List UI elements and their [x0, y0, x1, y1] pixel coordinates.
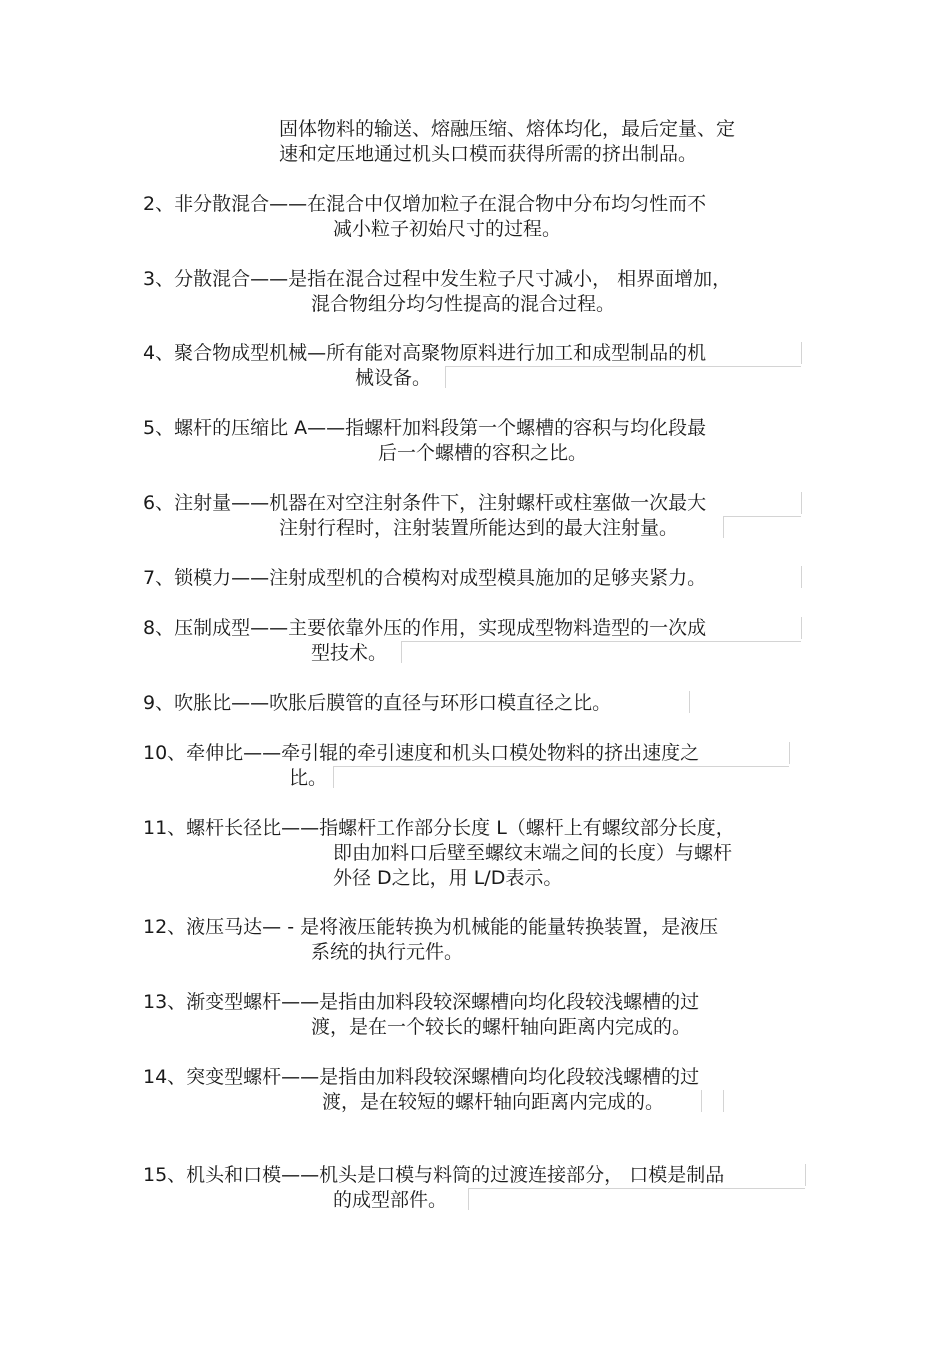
term-11-line-3: 外径 D之比，用 L/D表示。: [333, 867, 563, 889]
term-11-line-2: 即由加料口后壁至螺纹末端之间的长度）与螺杆: [333, 842, 733, 864]
term-15-line-2: 的成型部件。: [333, 1189, 448, 1211]
scan-tick: [333, 766, 334, 788]
scan-tick: [789, 742, 790, 764]
term-13-line-1: 13、渐变型螺杆——是指由加料段较深螺槽向均化段较浅螺槽的过: [143, 991, 700, 1013]
scan-tick: [689, 691, 690, 713]
term-15-line-1: 15、机头和口模——机头是口模与料筒的过渡连接部分， 口模是制品: [143, 1164, 725, 1186]
scan-tick: [805, 1164, 806, 1186]
term-10-line-2: 比。: [289, 767, 328, 789]
term-6-line-1: 6、注射量——机器在对空注射条件下，注射螺杆或柱塞做一次最大: [143, 492, 707, 514]
term-4-line-1: 4、聚合物成型机械—所有能对高聚物原料进行加工和成型制品的机: [143, 342, 707, 364]
scan-rule: [723, 516, 801, 517]
scan-rule: [445, 366, 801, 367]
term-3-line-1: 3、分散混合——是指在混合过程中发生粒子尺寸减小， 相界面增加，: [143, 268, 732, 290]
term-3-line-2: 混合物组分均匀性提高的混合过程。: [311, 293, 616, 315]
term-9-line-1: 9、吹胀比——吹胀后膜管的直径与环形口模直径之比。: [143, 692, 612, 714]
intro-line-2: 速和定压地通过机头口模而获得所需的挤出制品。: [279, 143, 698, 165]
term-11-line-1: 11、螺杆长径比——指螺杆工作部分长度 L（螺杆上有螺纹部分长度，: [143, 817, 735, 839]
scan-tick: [801, 342, 802, 364]
scan-rule: [401, 641, 801, 642]
scan-tick: [701, 1090, 702, 1112]
term-2-line-1: 2、非分散混合——在混合中仅增加粒子在混合物中分布均匀性而不: [143, 193, 707, 215]
term-14-line-1: 14、突变型螺杆——是指由加料段较深螺槽向均化段较浅螺槽的过: [143, 1066, 700, 1088]
term-6-line-2: 注射行程时，注射装置所能达到的最大注射量。: [279, 517, 679, 539]
term-7-line-1: 7、锁模力——注射成型机的合模构对成型模具施加的足够夹紧力。: [143, 567, 707, 589]
term-10-line-1: 10、牵伸比——牵引辊的牵引速度和机头口模处物料的挤出速度之: [143, 742, 700, 764]
scan-tick: [801, 492, 802, 514]
term-13-line-2: 渡，是在一个较长的螺杆轴向距离内完成的。: [311, 1016, 692, 1038]
term-8-line-1: 8、压制成型——主要依靠外压的作用，实现成型物料造型的一次成: [143, 617, 707, 639]
scan-rule: [468, 1188, 805, 1189]
term-12-line-2: 系统的执行元件。: [311, 941, 464, 963]
intro-line-1: 固体物料的输送、熔融压缩、熔体均化，最后定量、定: [279, 118, 736, 140]
scan-tick: [723, 516, 724, 538]
scan-rule: [333, 766, 789, 767]
term-4-line-2: 械设备。: [355, 367, 432, 389]
scan-tick: [723, 1090, 724, 1112]
scan-tick: [401, 641, 402, 663]
term-5-line-2: 后一个螺槽的容积之比。: [378, 442, 588, 464]
term-2-line-2: 减小粒子初始尺寸的过程。: [333, 218, 562, 240]
scan-tick: [445, 366, 446, 388]
scan-tick: [801, 617, 802, 639]
term-14-line-2: 渡，是在较短的螺杆轴向距离内完成的。: [322, 1091, 665, 1113]
term-12-line-1: 12、液压马达— - 是将液压能转换为机械能的能量转换装置，是液压: [143, 916, 719, 938]
scan-tick: [468, 1188, 469, 1210]
scan-tick: [801, 566, 802, 588]
term-5-line-1: 5、螺杆的压缩比 A——指螺杆加料段第一个螺槽的容积与均化段最: [143, 417, 707, 439]
term-8-line-2: 型技术。: [311, 642, 388, 664]
